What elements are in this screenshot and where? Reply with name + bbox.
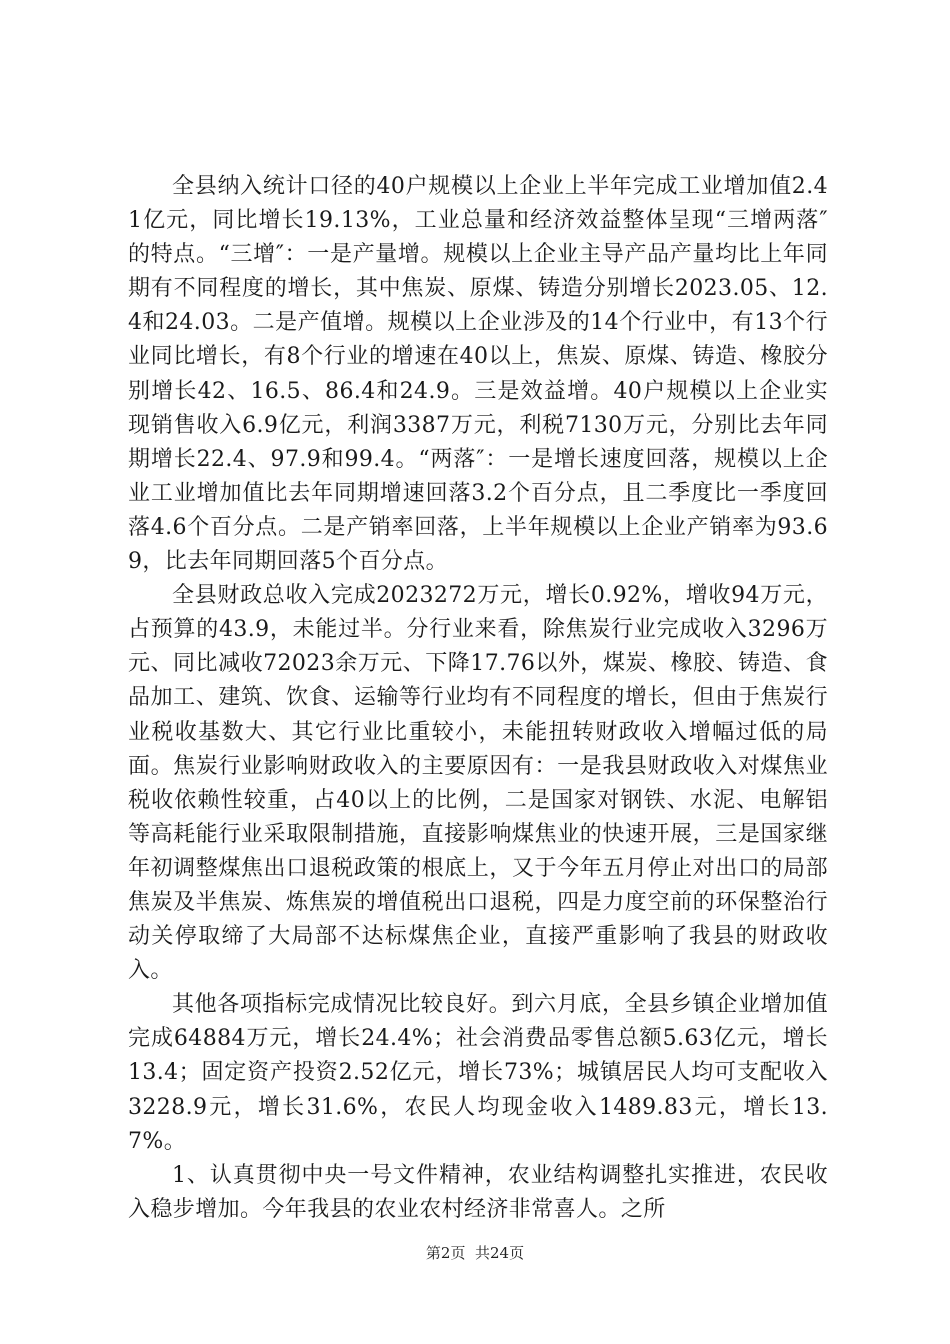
paragraph-agriculture: 1、认真贯彻中央一号文件精神，农业结构调整扎实推进，农民收入稳步增加。今年我县的农业农村经济非常喜人。之所 (128, 1162, 828, 1222)
paragraph-industrial-output: 全县纳入统计口径的40户规模以上企业上半年完成工业增加值2.41亿元，同比增长19.13%，工业总量和经济效益整体呈现“三增两落″的特点。“三增″：一是产量增。规模以上企业主导产品产量均比上年同期有不同程度的增长，其中焦炭、原煤、铸造分别增长2023.05、12.4和24.03。二是产值增。规模以上企业涉及的14个行业中，有13个行业同比增长，有8个行业的增速在40以上，焦炭、原煤、铸造、橡胶分别增长42、16.5、86.4和24.9。三是效益增。40户规模以上企业实现销售收入6.9亿元，利润3387万元，利税7130万元，分别比去年同期增长22.4、97.9和99.4。“两落″：一是增长速度回落，规模以上企业工业增加值比去年同期增速回落3.2个百分点，且二季度比一季度回落4.6个百分点。二是产销率回落，上半年规模以上企业产销率为93.69，比去年同期回落5个百分点。 (128, 174, 828, 575)
page-footer (0, 1243, 950, 1263)
document-body (128, 170, 828, 1227)
paragraph-fiscal-revenue: 全县财政总收入完成2023272万元，增长0.92%，增收94万元，占预算的43.9，未能过半。分行业来看，除焦炭行业完成收入3296万元、同比减收72023余万元、下降17.76以外，煤炭、橡胶、铸造、食品加工、建筑、饮食、运输等行业均有不同程度的增长，但由于焦炭行业税收基数大、其它行业比重较小，未能扭转财政收入增幅过低的局面。焦炭行业影响财政收入的主要原因有：一是我县财政收入对煤焦业税收依赖性较重，占40以上的比例，二是国家对钢铁、水泥、电解铝等高耗能行业采取限制措施，直接影响煤焦业的快速开展，三是国家继年初调整煤焦出口退税政策的根底上，又于今年五月停止对出口的局部焦炭及半焦炭、炼焦炭的增值税出口退税，四是力度空前的环保整治行动关停取缔了大局部不达标煤焦企业，直接严重影响了我县的财政收入。 (128, 583, 828, 984)
paragraph-other-indicators: 其他各项指标完成情况比较良好。到六月底，全县乡镇企业增加值完成64884万元，增长24.4%；社会消费品零售总额5.63亿元，增长13.4；固定资产投资2.52亿元，增长73%；城镇居民人均可支配收入3228.9元，增长31.6%，农民人均现金收入1489.83元，增长13.7%。 (128, 992, 828, 1154)
page-number: 第2页 共24页 (425, 1244, 525, 1262)
